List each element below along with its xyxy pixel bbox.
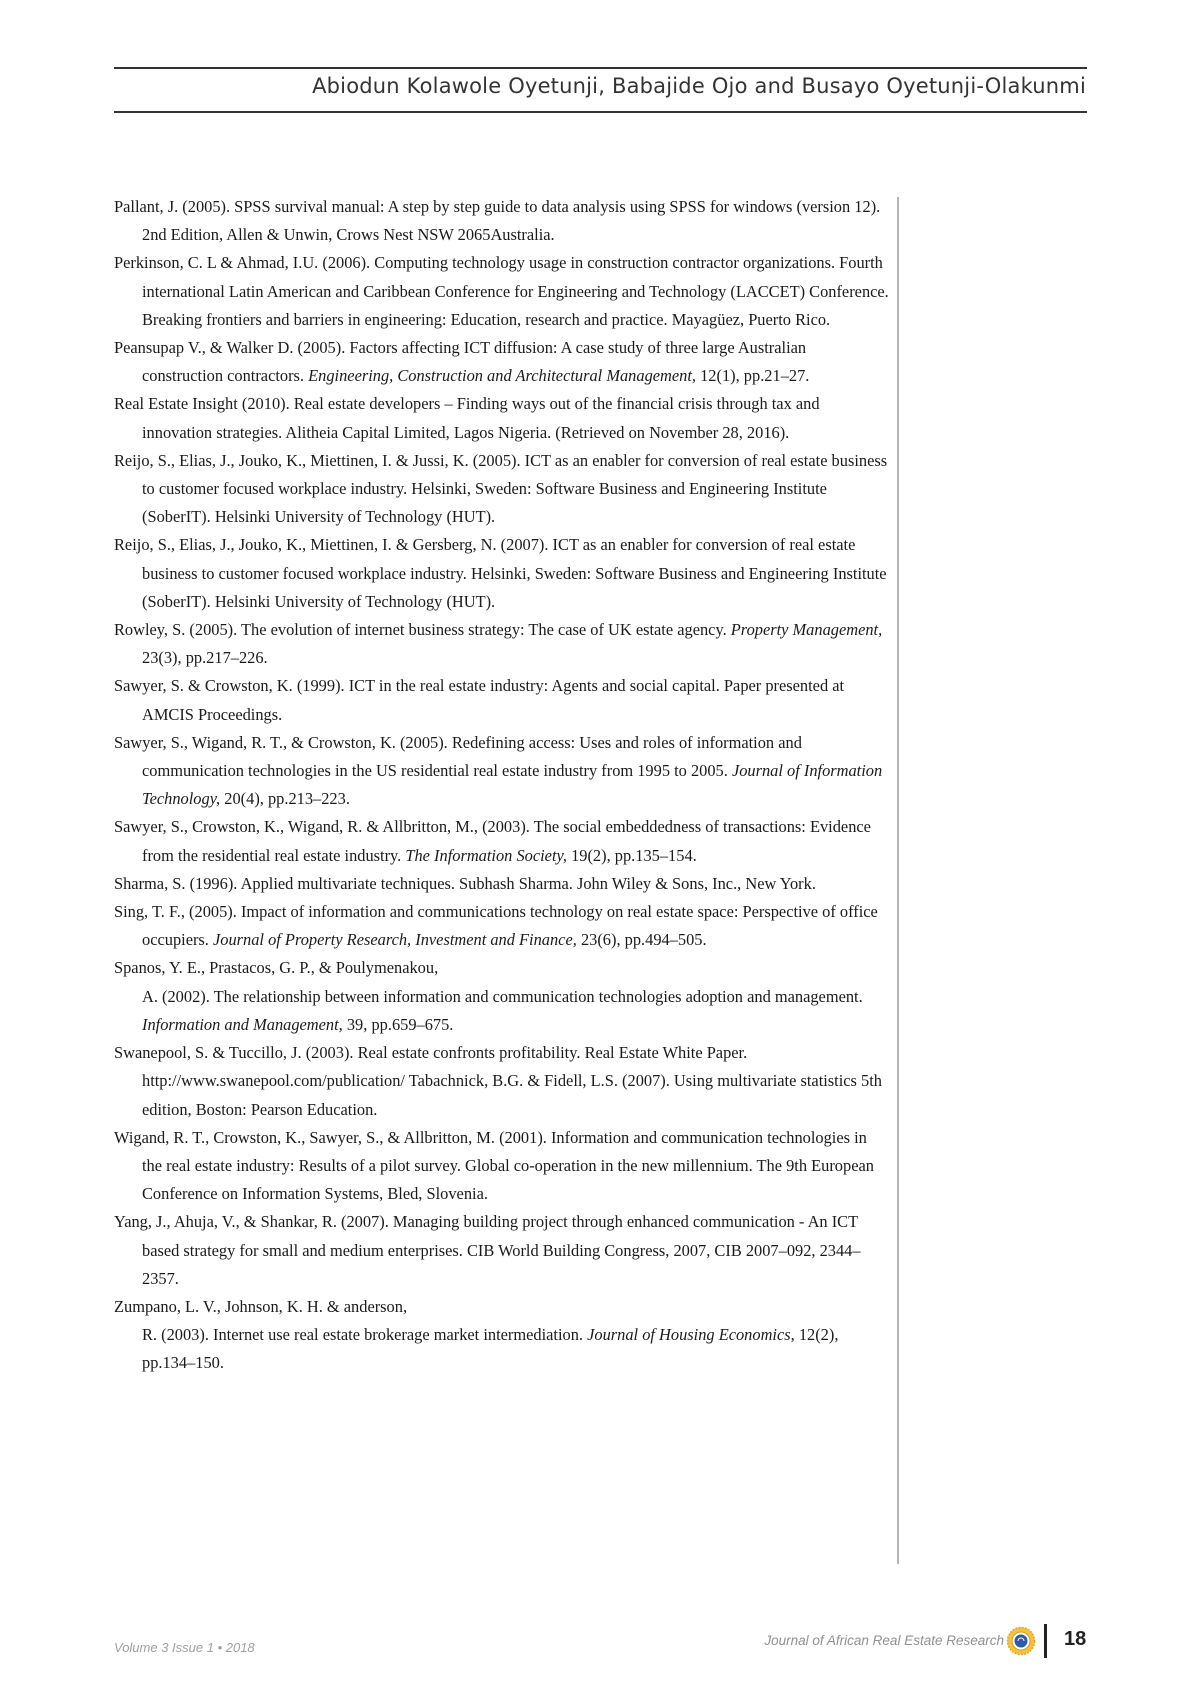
footer-divider: [1044, 1624, 1047, 1658]
reference-entry: [114, 983, 890, 1039]
reference-entry: [114, 193, 890, 249]
reference-entry: [114, 1124, 890, 1209]
reference-entry: [114, 616, 890, 672]
reference-entry: [114, 954, 890, 982]
reference-text: Sawyer, S., Crowston, K., Wigand, R. & Allbritton, M., (2003). The social embeddedness of transactions: Evidence from the residential real estate industry.: [114, 817, 871, 865]
reference-entry: [114, 672, 890, 728]
reference-tail: 12(2), pp.134–150.: [142, 1325, 839, 1373]
margin-rule: [897, 197, 899, 1564]
reference-tail: 39, pp.659–675.: [342, 1014, 454, 1034]
reference-entry: [114, 390, 890, 446]
reference-list: [114, 193, 890, 1378]
reference-text: Zumpano, L. V., Johnson, K. H. & anderson,: [114, 1296, 408, 1316]
reference-text: Spanos, Y. E., Prastacos, G. P., & Poulymenakou,: [114, 958, 439, 978]
reference-text: Reijo, S., Elias, J., Jouko, K., Miettinen, I. & Jussi, K. (2005). ICT as an enabler for conversion of real estate business to customer focused workplace industry. Helsinki, Sweden: Software Business and Engineering Institute (SoberIT). Helsinki University of Technology (HUT).: [114, 450, 888, 527]
reference-journal: The Information Society,: [405, 845, 567, 865]
reference-journal: Property Management,: [730, 620, 883, 640]
running-header-authors: Abiodun Kolawole Oyetunji, Babajide Ojo and Busayo Oyetunji-Olakunmi: [312, 74, 1086, 98]
reference-text: Yang, J., Ahuja, V., & Shankar, R. (2007). Managing building project through enhanced communication - An ICT based strategy for small and medium enterprises. CIB World Building Congress, 2007, CIB 2007–092, 2344–2357.: [114, 1212, 861, 1288]
reference-text: Real Estate Insight (2010). Real estate developers – Finding ways out of the financial crisis through tax and innovation strategies. Alitheia Capital Limited, Lagos Nigeria. (Retrieved on November 28, 2016).: [114, 394, 820, 442]
reference-entry: [114, 870, 890, 898]
reference-entry: [114, 447, 890, 532]
reference-journal: Information and Management,: [142, 1014, 343, 1034]
reference-text: A. (2002). The relationship between information and communication technologies adoption and management.: [142, 986, 863, 1006]
reference-text: Sing, T. F., (2005). Impact of information and communications technology on real estate space: Perspective of office occupiers.: [114, 902, 878, 950]
reference-text: Peansupap V., & Walker D. (2005). Factors affecting ICT diffusion: A case study of three large Australian construction contractors.: [114, 338, 807, 386]
reference-tail: 23(6), pp.494–505.: [576, 930, 707, 950]
reference-journal: Journal of Housing Economics,: [587, 1325, 795, 1345]
reference-text: Rowley, S. (2005). The evolution of internet business strategy: The case of UK estate agency.: [114, 620, 731, 640]
reference-entry: [114, 1039, 890, 1124]
reference-text: Sawyer, S. & Crowston, K. (1999). ICT in the real estate industry: Agents and social capital. Paper presented at AMCIS Proceedings.: [114, 676, 845, 724]
reference-entry: [114, 1321, 890, 1377]
reference-tail: 12(1), pp.21–27.: [696, 366, 810, 386]
reference-tail: 20(4), pp.213–223.: [220, 789, 350, 809]
reference-entry: [114, 334, 890, 390]
journal-seal-icon: [1006, 1626, 1036, 1656]
reference-text: Wigand, R. T., Crowston, K., Sawyer, S., & Allbritton, M. (2001). Information and communication technologies in the real estate industry: Results of a pilot survey. Global co-operation in the new millennium. The 9th European Conference on Information Systems, Bled, Slovenia.: [114, 1127, 874, 1204]
reference-text: Perkinson, C. L & Ahmad, I.U. (2006). Computing technology usage in construction contractor organizations. Fourth international Latin American and Caribbean Conference for Engineering and Technology (LACCET) Conference. Breaking frontiers and barriers in engineering: Education, research and practice. Mayagüez, Puerto Rico.: [114, 253, 889, 329]
footer-journal-name: Journal of African Real Estate Research: [764, 1633, 1004, 1648]
header-rule-bottom: [114, 111, 1087, 113]
reference-text: Sawyer, S., Wigand, R. T., & Crowston, K. (2005). Redefining access: Uses and roles of information and communication technologies in the US residential real estate industry from 1995 to 2005.: [114, 732, 802, 781]
reference-entry: [114, 729, 890, 814]
reference-text: Reijo, S., Elias, J., Jouko, K., Miettinen, I. & Gersberg, N. (2007). ICT as an enabler for conversion of real estate business to customer focused workplace industry. Helsinki, Sweden: Software Business and Engineering Institute (SoberIT). Helsinki University of Technology (HUT).: [114, 535, 887, 611]
reference-entry: [114, 898, 890, 954]
reference-entry: [114, 1293, 890, 1321]
reference-entry: [114, 249, 890, 334]
reference-entry: [114, 813, 890, 869]
reference-text: R. (2003). Internet use real estate brokerage market intermediation.: [142, 1325, 588, 1345]
reference-tail: 23(3), pp.217–226.: [142, 648, 268, 668]
header-rule-top: [114, 67, 1087, 69]
page-number: 18: [1064, 1628, 1087, 1650]
reference-entry: [114, 1208, 890, 1293]
reference-text: Swanepool, S. & Tuccillo, J. (2003). Real estate confronts profitability. Real Estate White Paper. http://www.swanepool.com/publication/ Tabachnick, B.G. & Fidell, L.S. (2007). Using multivariate statistics 5th edition, Boston: Pearson Education.: [114, 1043, 882, 1119]
reference-text: Pallant, J. (2005). SPSS survival manual: A step by step guide to data analysis using SPSS for windows (version 12). 2nd Edition, Allen & Unwin, Crows Nest NSW 2065Australia.: [114, 197, 881, 245]
reference-text: Sharma, S. (1996). Applied multivariate techniques. Subhash Sharma. John Wiley & Sons, Inc., New York.: [114, 873, 816, 893]
footer-issue: Volume 3 Issue 1 • 2018: [114, 1640, 255, 1655]
reference-journal: Engineering, Construction and Architectural Management,: [308, 366, 697, 386]
reference-journal: Journal of Property Research, Investment and Finance,: [213, 930, 577, 950]
reference-entry: [114, 531, 890, 616]
reference-journal: Journal of Information Technology,: [142, 761, 883, 809]
reference-tail: 19(2), pp.135–154.: [566, 845, 697, 865]
